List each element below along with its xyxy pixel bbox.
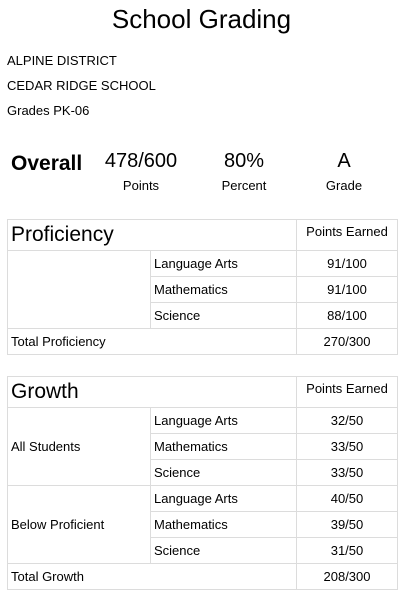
total-proficiency-points: 270/300 bbox=[297, 329, 398, 355]
overall-grade-label: Grade bbox=[325, 178, 363, 193]
points-cell: 88/100 bbox=[297, 303, 398, 329]
overall-points-value: 478/600 bbox=[104, 150, 178, 172]
subject-cell: Mathematics bbox=[151, 434, 297, 460]
overall-label: Overall bbox=[11, 152, 83, 175]
subject-cell: Science bbox=[151, 303, 297, 329]
group-label-cell: Below Proficient bbox=[8, 486, 151, 564]
points-cell: 32/50 bbox=[297, 408, 398, 434]
grade-range: Grades PK-06 bbox=[7, 103, 90, 118]
proficiency-heading: Proficiency bbox=[8, 220, 297, 251]
points-cell: 91/100 bbox=[297, 277, 398, 303]
points-cell: 31/50 bbox=[297, 538, 398, 564]
overall-grade-value: A bbox=[337, 150, 351, 172]
growth-points-header: Points Earned bbox=[297, 377, 398, 408]
overall-points bbox=[95, 149, 187, 194]
table-row bbox=[8, 251, 398, 277]
overall-grade bbox=[314, 149, 374, 194]
growth-heading: Growth bbox=[8, 377, 297, 408]
growth-table bbox=[7, 376, 398, 590]
subject-cell: Mathematics bbox=[151, 512, 297, 538]
growth-total-row bbox=[8, 564, 398, 590]
points-cell: 33/50 bbox=[297, 460, 398, 486]
district-name: ALPINE DISTRICT bbox=[7, 53, 117, 68]
subject-cell: Science bbox=[151, 460, 297, 486]
table-row bbox=[8, 408, 398, 434]
growth-header-row bbox=[8, 377, 398, 408]
points-cell: 33/50 bbox=[297, 434, 398, 460]
page-title: School Grading bbox=[111, 4, 292, 34]
overall-percent-value: 80% bbox=[223, 150, 265, 172]
proficiency-total-row bbox=[8, 329, 398, 355]
proficiency-table bbox=[7, 219, 398, 355]
subject-cell: Language Arts bbox=[151, 486, 297, 512]
subject-cell: Language Arts bbox=[151, 408, 297, 434]
subject-cell: Mathematics bbox=[151, 277, 297, 303]
total-proficiency-label: Total Proficiency bbox=[8, 329, 297, 355]
overall-percent-label: Percent bbox=[221, 178, 267, 193]
group-label-cell: All Students bbox=[8, 408, 151, 486]
proficiency-points-header: Points Earned bbox=[297, 220, 398, 251]
subject-cell: Science bbox=[151, 538, 297, 564]
table-row bbox=[8, 486, 398, 512]
school-name: CEDAR RIDGE SCHOOL bbox=[7, 78, 156, 93]
overall-points-label: Points bbox=[122, 178, 160, 193]
proficiency-header-row bbox=[8, 220, 398, 251]
overall-percent bbox=[208, 149, 280, 194]
points-cell: 40/50 bbox=[297, 486, 398, 512]
proficiency-empty-cell bbox=[8, 251, 151, 329]
total-growth-label: Total Growth bbox=[8, 564, 297, 590]
subject-cell: Language Arts bbox=[151, 251, 297, 277]
total-growth-points: 208/300 bbox=[297, 564, 398, 590]
points-cell: 39/50 bbox=[297, 512, 398, 538]
points-cell: 91/100 bbox=[297, 251, 398, 277]
